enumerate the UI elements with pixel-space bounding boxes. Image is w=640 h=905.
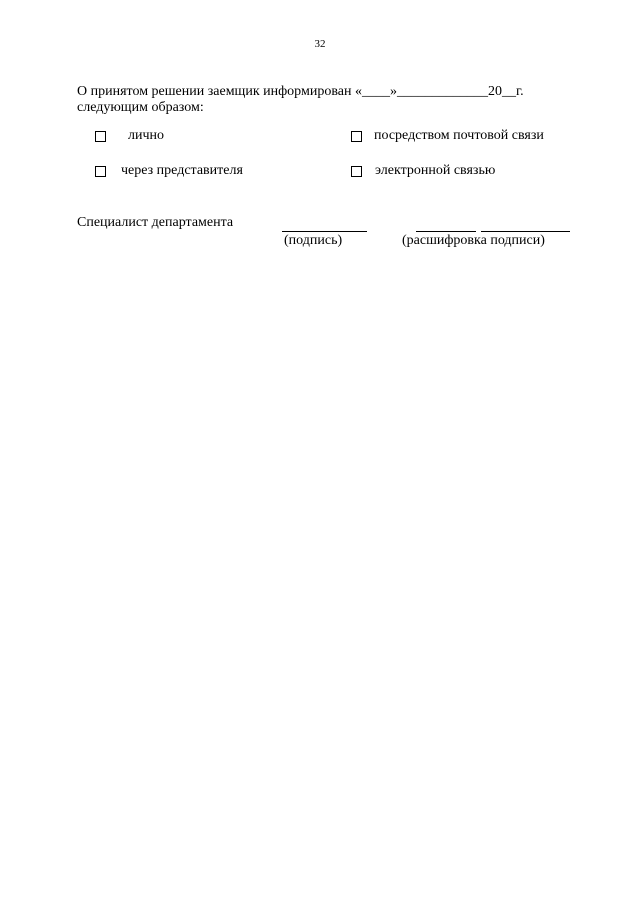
option-lichno[interactable] bbox=[95, 128, 164, 144]
name-caption: (расшифровка подписи) bbox=[402, 233, 545, 248]
checkbox-representative[interactable] bbox=[95, 166, 106, 177]
checkbox-post[interactable] bbox=[351, 131, 362, 142]
option-electronic[interactable] bbox=[351, 163, 495, 179]
checkbox-lichno[interactable] bbox=[95, 131, 106, 142]
intro-line: О принятом решении заемщик информирован «____»_____________20__г. bbox=[77, 84, 524, 99]
name-line-1 bbox=[416, 231, 476, 232]
option-post[interactable] bbox=[351, 128, 544, 144]
option-electronic-label: электронной связью bbox=[375, 163, 496, 178]
option-post-label: посредством почтовой связи bbox=[374, 128, 544, 143]
option-representative-label: через представителя bbox=[121, 163, 243, 178]
checkbox-electronic[interactable] bbox=[351, 166, 362, 177]
page-number: 32 bbox=[314, 38, 326, 50]
signature-caption: (подпись) bbox=[284, 233, 343, 248]
intro-line-2: следующим образом: bbox=[77, 100, 204, 115]
name-line-2 bbox=[481, 231, 570, 232]
option-lichno-label: лично bbox=[128, 128, 165, 143]
signature-line bbox=[282, 231, 367, 232]
specialist-label: Специалист департамента bbox=[77, 215, 234, 230]
option-representative[interactable] bbox=[95, 163, 243, 179]
